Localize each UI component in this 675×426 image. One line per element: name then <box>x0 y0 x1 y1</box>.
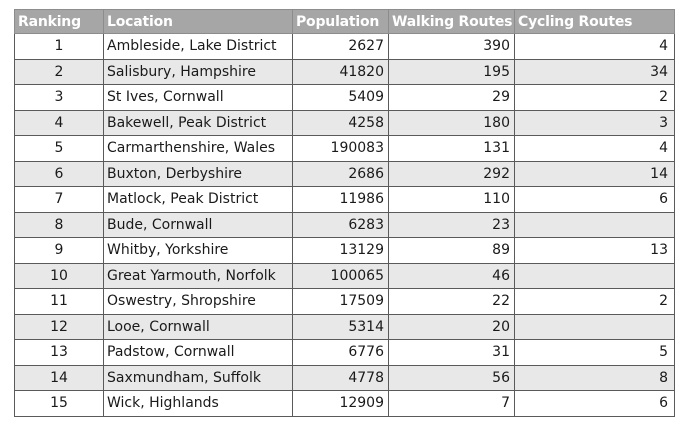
cell-population: 11986 <box>293 187 389 213</box>
cell-ranking: 11 <box>15 289 104 315</box>
cell-location: Ambleside, Lake District <box>104 34 293 60</box>
table-row <box>15 212 675 238</box>
cell-location: Bakewell, Peak District <box>104 110 293 136</box>
cell-location: Saxmundham, Suffolk <box>104 365 293 391</box>
cell-walking-routes: 22 <box>389 289 515 315</box>
cell-population: 6283 <box>293 212 389 238</box>
table-row <box>15 110 675 136</box>
cell-cycling-routes <box>515 314 675 340</box>
cell-ranking: 13 <box>15 340 104 366</box>
cell-location: Buxton, Derbyshire <box>104 161 293 187</box>
header-location: Location <box>104 10 293 34</box>
cell-population: 2627 <box>293 34 389 60</box>
cell-population: 17509 <box>293 289 389 315</box>
cell-walking-routes: 110 <box>389 187 515 213</box>
table-header <box>15 10 675 34</box>
cell-cycling-routes: 6 <box>515 187 675 213</box>
cell-walking-routes: 31 <box>389 340 515 366</box>
cell-cycling-routes: 6 <box>515 391 675 417</box>
header-ranking: Ranking <box>15 10 104 34</box>
table-row <box>15 340 675 366</box>
cell-cycling-routes: 34 <box>515 59 675 85</box>
cell-location: Carmarthenshire, Wales <box>104 136 293 162</box>
cell-ranking: 12 <box>15 314 104 340</box>
table-row <box>15 59 675 85</box>
cell-ranking: 3 <box>15 85 104 111</box>
cell-cycling-routes: 4 <box>515 34 675 60</box>
cell-cycling-routes <box>515 212 675 238</box>
cell-location: Oswestry, Shropshire <box>104 289 293 315</box>
cell-ranking: 15 <box>15 391 104 417</box>
cell-cycling-routes: 8 <box>515 365 675 391</box>
cell-cycling-routes <box>515 263 675 289</box>
cell-walking-routes: 56 <box>389 365 515 391</box>
cell-walking-routes: 7 <box>389 391 515 417</box>
cell-population: 6776 <box>293 340 389 366</box>
cell-location: Salisbury, Hampshire <box>104 59 293 85</box>
header-population: Population <box>293 10 389 34</box>
cell-ranking: 8 <box>15 212 104 238</box>
cell-population: 4778 <box>293 365 389 391</box>
cell-cycling-routes: 4 <box>515 136 675 162</box>
cell-walking-routes: 195 <box>389 59 515 85</box>
rankings-table <box>14 9 675 417</box>
cell-population: 12909 <box>293 391 389 417</box>
table-row <box>15 187 675 213</box>
cell-population: 2686 <box>293 161 389 187</box>
cell-population: 41820 <box>293 59 389 85</box>
cell-ranking: 4 <box>15 110 104 136</box>
table-row <box>15 161 675 187</box>
cell-population: 4258 <box>293 110 389 136</box>
cell-walking-routes: 20 <box>389 314 515 340</box>
table-row <box>15 34 675 60</box>
cell-location: Bude, Cornwall <box>104 212 293 238</box>
cell-ranking: 9 <box>15 238 104 264</box>
header-row <box>15 10 675 34</box>
cell-location: Matlock, Peak District <box>104 187 293 213</box>
cell-walking-routes: 89 <box>389 238 515 264</box>
table-row <box>15 136 675 162</box>
cell-cycling-routes: 2 <box>515 85 675 111</box>
table-row <box>15 238 675 264</box>
header-cycling-routes: Cycling Routes <box>515 10 675 34</box>
cell-ranking: 2 <box>15 59 104 85</box>
table-row <box>15 263 675 289</box>
cell-walking-routes: 29 <box>389 85 515 111</box>
cell-ranking: 7 <box>15 187 104 213</box>
cell-cycling-routes: 14 <box>515 161 675 187</box>
table-row <box>15 365 675 391</box>
table-row <box>15 85 675 111</box>
cell-location: Wick, Highlands <box>104 391 293 417</box>
cell-cycling-routes: 5 <box>515 340 675 366</box>
cell-population: 5314 <box>293 314 389 340</box>
cell-ranking: 1 <box>15 34 104 60</box>
cell-walking-routes: 23 <box>389 212 515 238</box>
cell-population: 100065 <box>293 263 389 289</box>
cell-location: Padstow, Cornwall <box>104 340 293 366</box>
cell-ranking: 5 <box>15 136 104 162</box>
cell-walking-routes: 292 <box>389 161 515 187</box>
table-row <box>15 289 675 315</box>
cell-ranking: 10 <box>15 263 104 289</box>
cell-cycling-routes: 13 <box>515 238 675 264</box>
cell-location: Whitby, Yorkshire <box>104 238 293 264</box>
cell-population: 190083 <box>293 136 389 162</box>
cell-walking-routes: 46 <box>389 263 515 289</box>
cell-ranking: 14 <box>15 365 104 391</box>
cell-location: Great Yarmouth, Norfolk <box>104 263 293 289</box>
cell-walking-routes: 180 <box>389 110 515 136</box>
cell-walking-routes: 390 <box>389 34 515 60</box>
data-table-container <box>14 9 668 417</box>
cell-location: Looe, Cornwall <box>104 314 293 340</box>
table-row <box>15 314 675 340</box>
cell-cycling-routes: 2 <box>515 289 675 315</box>
table-row <box>15 391 675 417</box>
cell-cycling-routes: 3 <box>515 110 675 136</box>
cell-location: St Ives, Cornwall <box>104 85 293 111</box>
cell-population: 13129 <box>293 238 389 264</box>
cell-walking-routes: 131 <box>389 136 515 162</box>
cell-ranking: 6 <box>15 161 104 187</box>
cell-population: 5409 <box>293 85 389 111</box>
table-body <box>15 34 675 417</box>
header-walking-routes: Walking Routes <box>389 10 515 34</box>
